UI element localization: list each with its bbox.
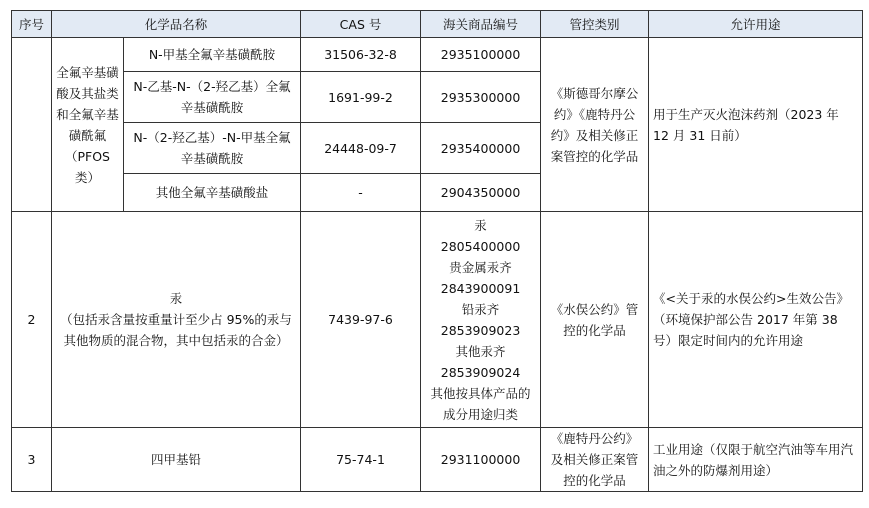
control-category: 《鹿特丹公约》及相关修正案管控的化学品	[541, 428, 649, 492]
customs-code-list	[421, 212, 541, 428]
allowed-usage: 《<关于汞的水俣公约>生效公告》（环境保护部公告 2017 年第 38 号）限定时间内的允许用途	[649, 212, 863, 428]
allowed-usage: 用于生产灭火泡沫药剂（2023 年 12 月 31 日前）	[649, 38, 863, 212]
cas-number: 7439-97-6	[301, 212, 421, 428]
code-line: 2853909024	[440, 364, 521, 380]
code-line: 其他按具体产品的成分用途归类	[430, 385, 531, 422]
header-code: 海关商品编号	[421, 11, 541, 38]
code-line: 铅汞齐	[461, 301, 500, 317]
chem-name-note: （包括汞含量按重量计至少占 95%的汞与其他物质的混合物，其中包括汞的合金）	[60, 312, 292, 348]
customs-code: 2935300000	[421, 72, 541, 123]
header-control: 管控类别	[541, 11, 649, 38]
cas-number: 75-74-1	[301, 428, 421, 492]
code-line: 汞	[474, 217, 487, 233]
code-line: 其他汞齐	[455, 343, 506, 359]
header-row	[12, 11, 863, 38]
customs-code: 2931100000	[421, 428, 541, 492]
header-seq: 序号	[12, 11, 52, 38]
pfos-category: 全氟辛基磺酸及其盐类和全氟辛基磺酰氟（PFOS类）	[52, 38, 124, 212]
chemicals-table	[11, 10, 863, 492]
customs-code: 2904350000	[421, 174, 541, 212]
seq-cell-3: 3	[12, 428, 52, 492]
cas-number: 24448-09-7	[301, 123, 421, 174]
code-line: 贵金属汞齐	[449, 259, 512, 275]
mercury-name-cell	[52, 212, 301, 428]
chem-name: 四甲基铅	[52, 428, 301, 492]
table-row	[12, 212, 863, 428]
cas-number: -	[301, 174, 421, 212]
chem-name: N-甲基全氟辛基磺酰胺	[124, 38, 301, 72]
control-category: 《斯德哥尔摩公约》《鹿特丹公约》及相关修正案管控的化学品	[541, 38, 649, 212]
chem-name: 汞	[169, 291, 183, 306]
code-line: 2805400000	[440, 238, 521, 254]
control-category: 《水俣公约》管控的化学品	[541, 212, 649, 428]
seq-cell-2: 2	[12, 212, 52, 428]
chem-name: N-乙基-N-（2-羟乙基）全氟辛基磺酰胺	[124, 72, 301, 123]
code-line: 2843900091	[440, 280, 521, 296]
allowed-usage: 工业用途（仅限于航空汽油等车用汽油之外的防爆剂用途）	[649, 428, 863, 492]
chem-name: N-（2-羟乙基）-N-甲基全氟辛基磺酰胺	[124, 123, 301, 174]
customs-code: 2935100000	[421, 38, 541, 72]
chem-name: 其他全氟辛基磺酸盐	[124, 174, 301, 212]
header-name: 化学品名称	[52, 11, 301, 38]
code-line: 2853909023	[440, 322, 521, 338]
header-usage: 允许用途	[649, 11, 863, 38]
table-row	[12, 428, 863, 492]
seq-cell-1	[12, 38, 52, 212]
customs-code: 2935400000	[421, 123, 541, 174]
header-cas: CAS 号	[301, 11, 421, 38]
cas-number: 1691-99-2	[301, 72, 421, 123]
cas-number: 31506-32-8	[301, 38, 421, 72]
table-row	[12, 38, 863, 72]
